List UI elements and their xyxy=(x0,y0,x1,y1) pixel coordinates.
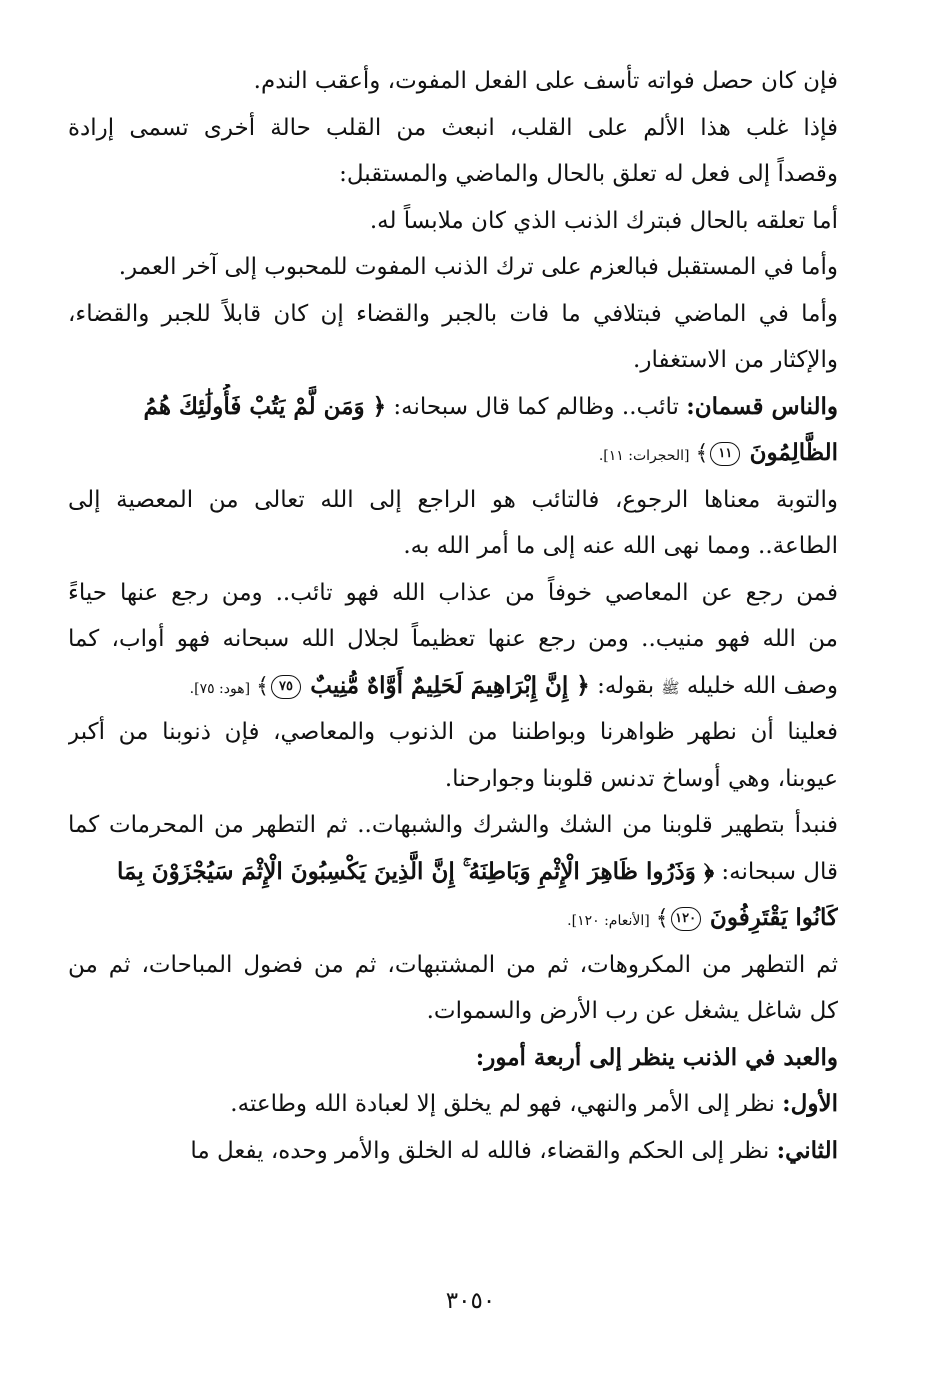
text-line xyxy=(68,570,838,617)
line-text: وصف الله خليله xyxy=(679,672,838,699)
text-line xyxy=(68,105,838,152)
quran-close-bracket: ﴾ xyxy=(695,441,709,466)
text-line xyxy=(68,198,838,245)
text-line xyxy=(68,384,838,431)
line-text: فإن كان حصل فواته تأسف على الفعل المفوت، وأعقب الندم. xyxy=(253,68,838,94)
ayah-number-badge: ١١ xyxy=(710,442,740,466)
text-line xyxy=(68,291,838,338)
list-label: الأول: xyxy=(782,1090,838,1117)
line-text: نظر إلى الحكم والقضاء، فالله له الخلق والأمر وحده، يفعل ما xyxy=(190,1137,777,1164)
text-line xyxy=(68,58,838,105)
quran-close-bracket: ﴾ xyxy=(256,673,269,699)
text-line xyxy=(68,988,838,1035)
line-text: وأما في الماضي فبتلافي ما فات بالجبر والقضاء إن كان قابلاً للجبر والقضاء، xyxy=(68,300,838,327)
page-number: ٣٠٥٠ xyxy=(445,1288,496,1314)
line-text: نظر إلى الأمر والنهي، فهو لم يخلق إلا لعبادة الله وطاعته. xyxy=(230,1091,783,1117)
line-text: تائب.. وظالم كما قال سبحانه: xyxy=(386,393,687,420)
line-text: وأما في المستقبل فبالعزم على ترك الذنب المفوت للمحبوب إلى آخر العمر. xyxy=(118,254,838,280)
quran-verse: كَانُوا يَقْتَرِفُونَ xyxy=(709,904,838,931)
text-line xyxy=(68,1035,838,1082)
line-text: أما تعلقه بالحال فبترك الذنب الذي كان ملابساً له. xyxy=(369,207,838,234)
line-text: الطاعة.. ومما نهى الله عنه إلى ما أمر الله به. xyxy=(403,533,838,559)
paragraph-heading: والعبد في الذنب ينظر إلى أربعة أمور: xyxy=(475,1043,838,1071)
verse-reference: [هود: ٧٥]. xyxy=(189,680,251,697)
line-text: فإذا غلب هذا الألم على القلب، انبعث من القلب حالة أخرى تسمى إرادة xyxy=(68,114,838,141)
line-text: فنبدأ بتطهير قلوبنا من الشك والشرك والشبهات.. ثم التطهر من المحرمات كما xyxy=(68,812,838,838)
line-text: والإكثار من الاستغفار. xyxy=(633,347,838,373)
text-line xyxy=(68,430,838,477)
line-text: فمن رجع عن المعاصي خوفاً من عذاب الله فهو تائب.. ومن رجع عنها حياءً xyxy=(68,579,838,606)
text-line xyxy=(68,523,838,570)
ayah-number-badge: ٧٥ xyxy=(271,675,301,699)
verse-reference: [الأنعام: ١٢٠]. xyxy=(567,913,650,929)
text-line xyxy=(68,942,838,989)
quran-verse: ﴿ إِنَّ إِبْرَاهِيمَ لَحَلِيمٌ أَوَّاهٌ مُّنِيبٌ xyxy=(310,671,590,699)
text-line xyxy=(68,151,838,198)
line-text: بقوله: xyxy=(589,672,662,699)
quran-verse: ﴿ وَمَن لَّمْ يَتُبْ فَأُولَٰئِكَ هُمُ xyxy=(143,392,387,420)
quran-verse: الظَّالِمُونَ xyxy=(749,439,838,466)
text-line xyxy=(68,895,838,942)
paragraph-heading: والناس قسمان: xyxy=(686,392,838,420)
quran-verse: ﴿ وَذَرُوا ظَاهِرَ الْإِثْمِ وَبَاطِنَهُ ۚ إِنَّ الَّذِينَ يَكْسِبُونَ الْإِثْمَ سَيُجْزَوْنَ بِمَا xyxy=(117,857,715,885)
line-text: وقصداً إلى فعل له تعلق بالحال والماضي والمستقبل: xyxy=(339,161,838,187)
ayah-number-badge: ١٢٠ xyxy=(671,907,701,931)
text-line xyxy=(68,1081,838,1128)
quran-close-bracket: ﴾ xyxy=(655,906,669,931)
text-line xyxy=(68,244,838,291)
text-line xyxy=(68,1128,838,1175)
page-body xyxy=(68,58,838,1174)
text-line xyxy=(68,802,838,849)
text-line xyxy=(68,756,838,803)
list-label: الثاني: xyxy=(776,1136,838,1164)
salawat-symbol: ﷺ xyxy=(661,678,680,697)
verse-reference: [الحجرات: ١١]. xyxy=(598,448,690,464)
text-line xyxy=(68,616,838,663)
line-text: من الله فهو منيب.. ومن رجع عنها تعظيماً لجلال الله سبحانه فهو أواب، كما xyxy=(68,626,838,652)
line-text: ثم التطهر من المكروهات، ثم من المشتبهات، ثم من فضول المباحات، ثم من xyxy=(68,951,838,978)
line-text: فعلينا أن نطهر ظواهرنا وبواطننا من الذنوب والمعاصي، فإن ذنوبنا من أكبر xyxy=(68,719,838,745)
text-line xyxy=(68,337,838,384)
text-line xyxy=(68,849,838,896)
text-line xyxy=(68,709,838,756)
line-text: والتوبة معناها الرجوع، فالتائب هو الراجع إلى الله تعالى من المعصية إلى xyxy=(68,486,838,513)
line-text: عيوبنا، وهي أوساخ تدنس قلوبنا وجوارحنا. xyxy=(444,765,838,792)
line-text: قال سبحانه: xyxy=(714,858,838,885)
line-text: كل شاغل يشغل عن رب الأرض والسموات. xyxy=(426,998,838,1024)
text-line xyxy=(68,477,838,524)
text-line xyxy=(68,663,838,710)
